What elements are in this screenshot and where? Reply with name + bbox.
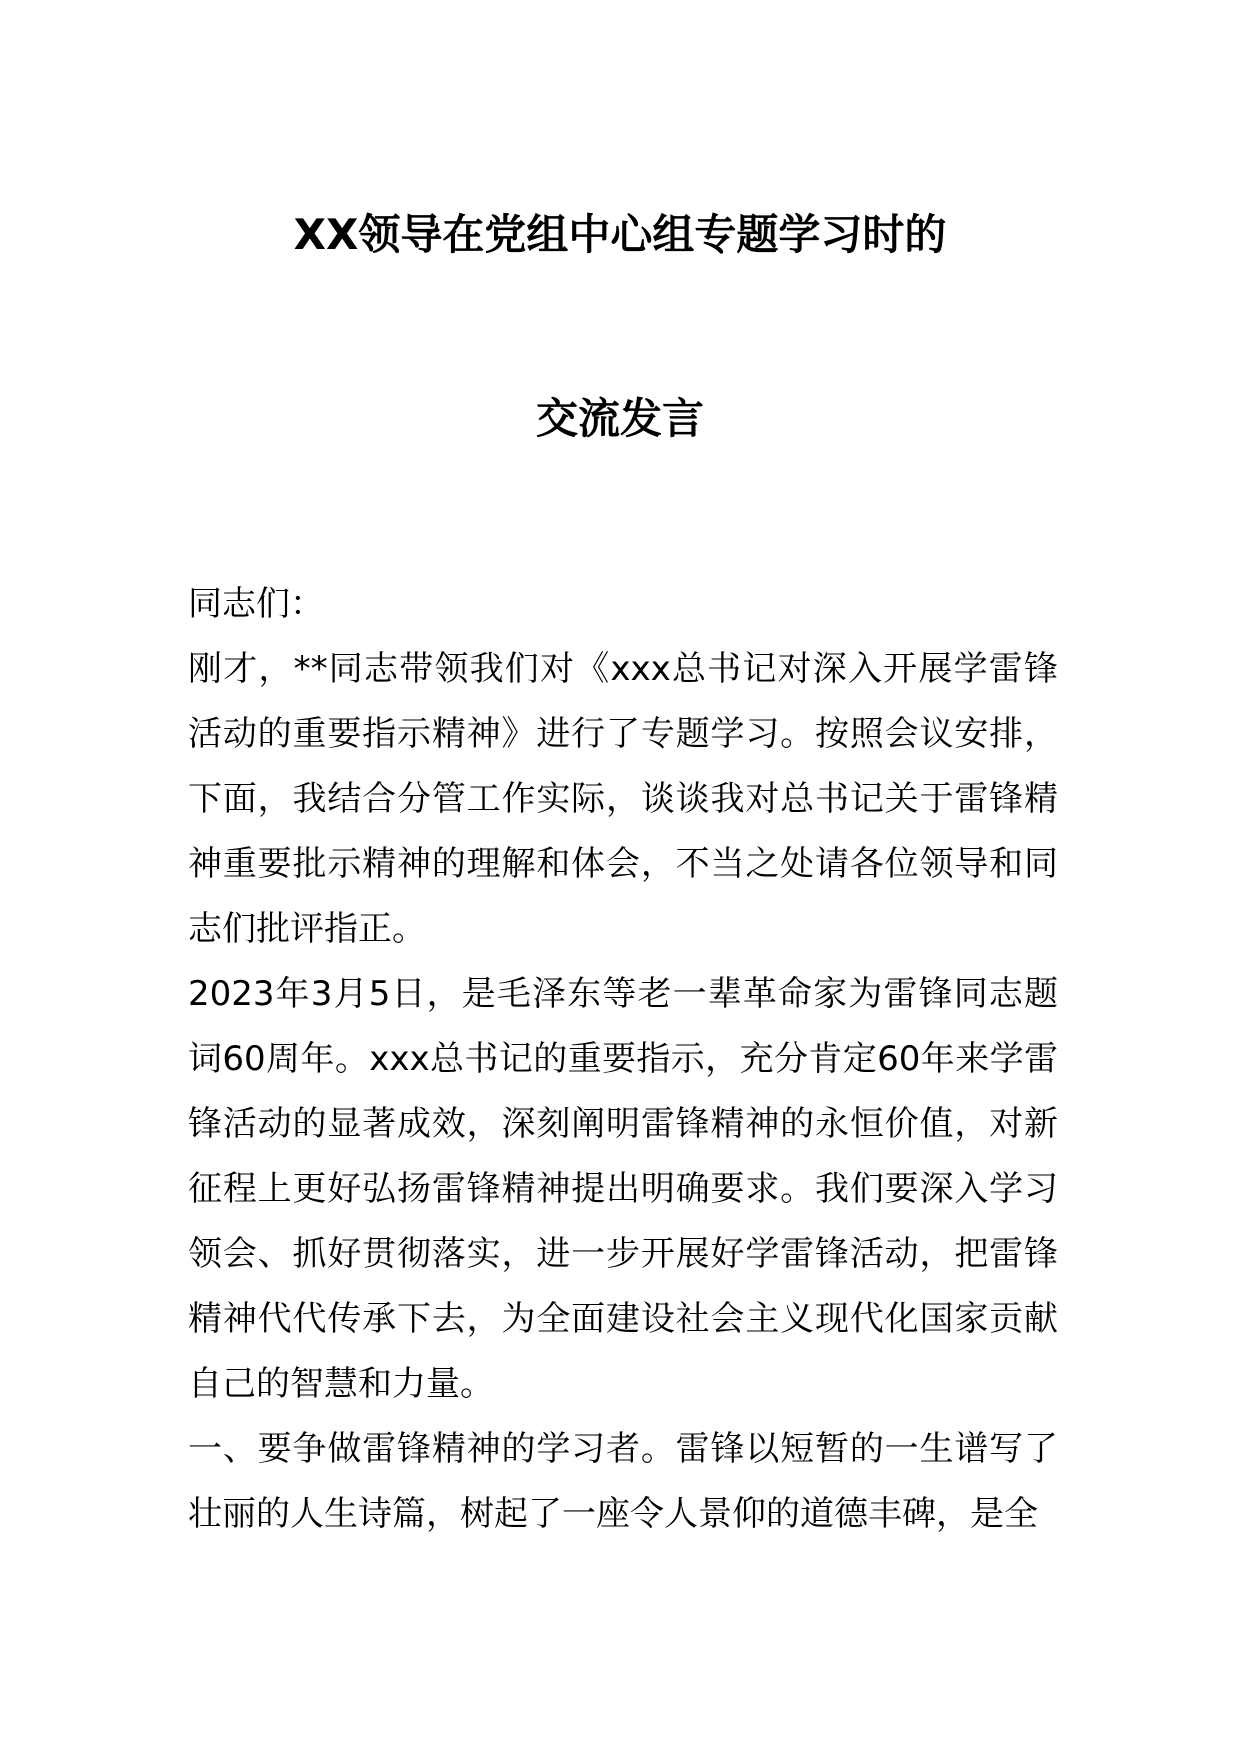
document-title-line-2: 交流发言 bbox=[535, 394, 704, 443]
paragraph-section-one: 一、要争做雷锋精神的学习者。雷锋以短暂的一生谱写了壮丽的人生诗篇，树起了一座令人景仰的道德丰碑，是全 bbox=[188, 1429, 1058, 1534]
paragraph-intro: 刚才，**同志带领我们对《xxx总书记对深入开展学雷锋活动的重要指示精神》进行了专题学习。按照会议安排，下面，我结合分管工作实际，谈谈我对总书记关于雷锋精神重要批示精神的理解和体会，不当之处请各位领导和同志们批评指正。 bbox=[188, 649, 1058, 949]
paragraph-background: 2023年3月5日，是毛泽东等老一辈革命家为雷锋同志题词60周年。xxx总书记的重要指示，充分肯定60年来学雷锋活动的显著成效，深刻阐明雷锋精神的永恒价值，对新征程上更好弘扬雷锋精神提出明确要求。我们要深入学习领会、抓好贯彻落实，进一步开展好学雷锋活动，把雷锋精神代代传承下去，为全面建设社会主义现代化国家贡献自己的智慧和力量。 bbox=[188, 974, 1058, 1404]
document-body bbox=[188, 572, 1058, 1547]
salutation: 同志们： bbox=[188, 584, 324, 624]
document-title-line-1: XX领导在党组中心组专题学习时的 bbox=[293, 210, 947, 259]
